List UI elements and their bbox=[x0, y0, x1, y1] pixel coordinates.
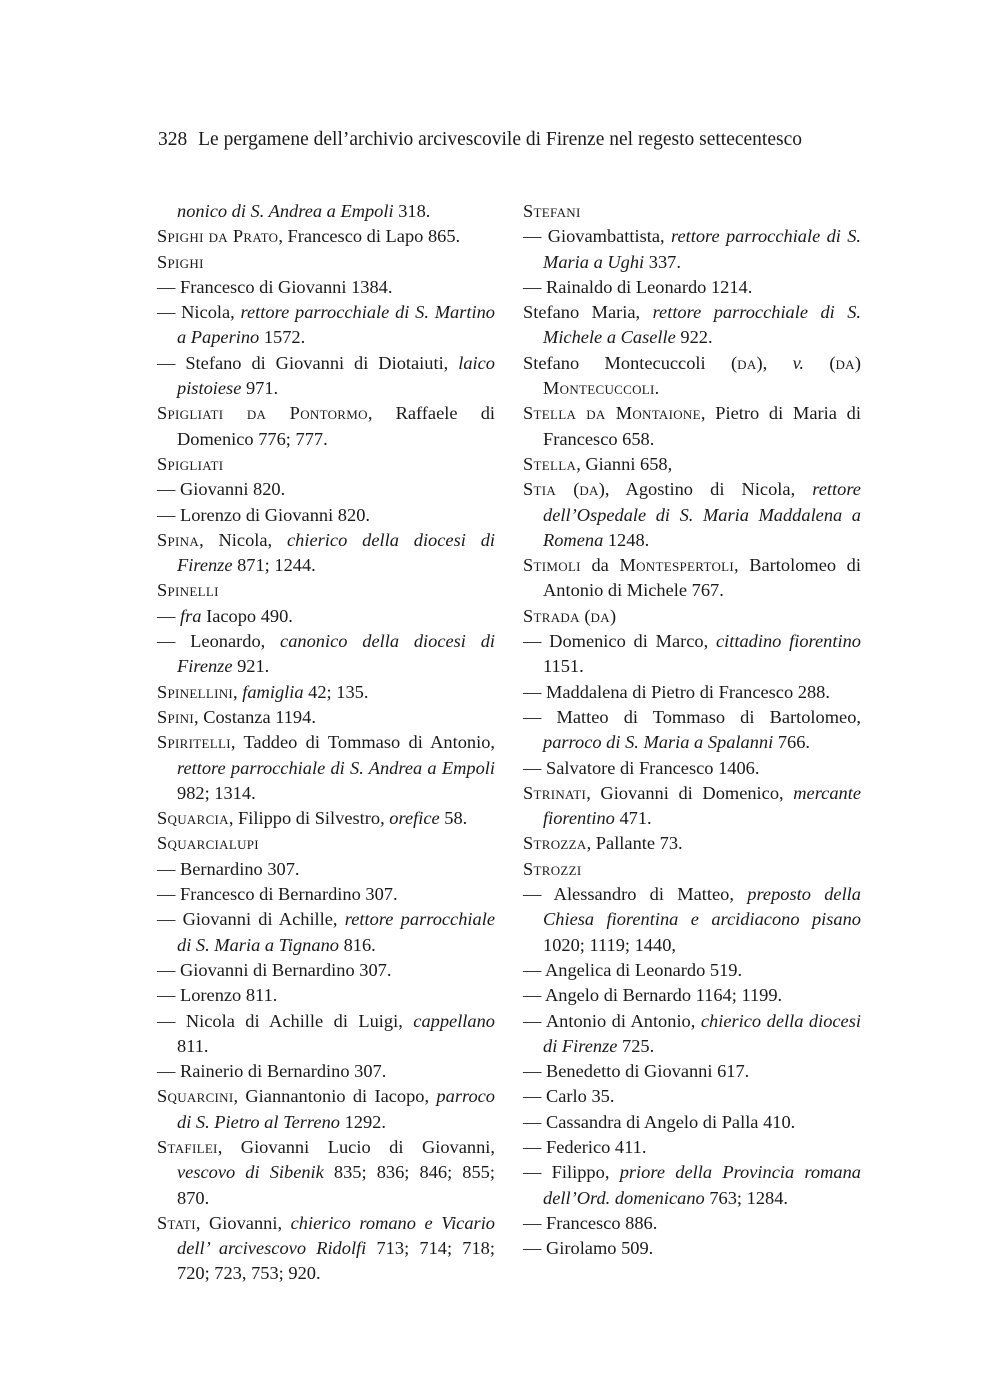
entry-qualifier: rettore parrocchiale di S. Michele a Caselle bbox=[543, 302, 861, 348]
index-entry bbox=[157, 831, 495, 856]
entry-text: da bbox=[580, 555, 620, 576]
index-entry bbox=[157, 224, 495, 249]
entry-text: 922. bbox=[675, 327, 713, 348]
entry-text: 42; 135. bbox=[303, 681, 369, 702]
index-entry bbox=[523, 958, 861, 983]
index-entry bbox=[157, 705, 495, 730]
entry-text: — bbox=[157, 605, 180, 626]
entry-qualifier: fra bbox=[180, 605, 202, 626]
entry-qualifier: orefice bbox=[389, 808, 440, 829]
entry-surname: Squarcia bbox=[157, 808, 229, 829]
entry-text: , Francesco di Lapo 865. bbox=[278, 226, 461, 247]
index-entry bbox=[523, 604, 861, 629]
entry-qualifier: rettore parrocchiale di S. Maria a Tignano bbox=[177, 909, 495, 955]
entry-qualifier: preposto della Chiesa fiorentina e arcidiacono pisano bbox=[543, 884, 861, 930]
index-entry bbox=[523, 477, 861, 553]
entry-qualifier: famiglia bbox=[242, 681, 304, 702]
entry-text: 871; 1244. bbox=[232, 555, 316, 576]
index-entry bbox=[523, 452, 861, 477]
index-column-left bbox=[157, 199, 495, 1287]
entry-surname: da bbox=[737, 352, 757, 373]
entry-text: — Nicola di Achille di Luigi, bbox=[157, 1010, 414, 1031]
entry-text: 1292. bbox=[339, 1111, 386, 1132]
entry-text: 1020; 1119; 1440, bbox=[543, 934, 676, 955]
entry-text: 725. bbox=[617, 1035, 655, 1056]
entry-text: . bbox=[654, 378, 660, 399]
entry-qualifier: nonico di S. Andrea a Empoli bbox=[177, 201, 394, 221]
entry-text: — Antonio di Antonio, bbox=[523, 1010, 701, 1031]
index-entry bbox=[157, 1009, 495, 1060]
entry-text: 921. bbox=[232, 656, 270, 677]
entry-text: ( bbox=[556, 479, 580, 500]
index-entry bbox=[523, 857, 861, 882]
entry-text: — Bernardino 307. bbox=[157, 858, 300, 879]
entry-surname: da bbox=[590, 605, 610, 626]
entry-text: 713; 714; 718; 720; 723, 753; 920. bbox=[177, 1238, 495, 1284]
entry-text: , Costanza 1194. bbox=[194, 706, 316, 727]
entry-surname: Spini bbox=[157, 706, 195, 727]
index-column-right bbox=[523, 199, 861, 1261]
entry-text: — Lorenzo 811. bbox=[157, 985, 278, 1006]
entry-surname: Spina bbox=[157, 529, 200, 550]
entry-surname: Spinelli bbox=[157, 580, 219, 601]
entry-qualifier: rettore parrocchiale di S. Andrea a Empoli bbox=[177, 757, 495, 778]
entry-text: , Giovanni di Domenico, bbox=[586, 782, 794, 803]
entry-qualifier: rettore parrocchiale di S. Maria a Ughi bbox=[543, 226, 861, 272]
index-entry bbox=[523, 224, 861, 275]
entry-text: , Pallante 73. bbox=[586, 833, 683, 854]
entry-text: Iacopo 490. bbox=[201, 605, 293, 626]
entry-qualifier: mercante fiorentino bbox=[543, 782, 861, 829]
entry-text: 1151. bbox=[543, 656, 584, 677]
index-entry bbox=[157, 199, 495, 224]
entry-surname: Strinati bbox=[523, 782, 587, 803]
entry-text: , Pietro di Maria di Francesco 658. bbox=[543, 403, 861, 449]
entry-text: — Nicola, bbox=[157, 302, 241, 323]
index-entry bbox=[157, 806, 495, 831]
index-entry bbox=[523, 1084, 861, 1109]
running-head bbox=[158, 129, 858, 151]
entry-surname: Stella da Montaione bbox=[523, 403, 701, 424]
entry-text: — Giovambattista, bbox=[523, 226, 671, 247]
entry-text: — Lorenzo di Giovanni 820. bbox=[157, 504, 370, 525]
running-title: Le pergamene dell’archivio arcivescovile di Firenze nel regesto settecentesco bbox=[198, 129, 802, 150]
entry-surname: Montecuccoli bbox=[543, 378, 655, 399]
entry-surname: Strada bbox=[523, 605, 580, 626]
page-number: 328 bbox=[158, 129, 188, 150]
entry-text: — Leonardo, bbox=[157, 631, 281, 652]
index-entry bbox=[523, 1059, 861, 1084]
index-entry bbox=[157, 275, 495, 300]
index-entry bbox=[157, 1135, 495, 1211]
index-entry bbox=[157, 730, 495, 806]
index-entry bbox=[157, 882, 495, 907]
index-entry bbox=[157, 604, 495, 629]
entry-text: ) bbox=[854, 352, 861, 373]
index-entry bbox=[523, 1211, 861, 1236]
index-entry bbox=[157, 1059, 495, 1084]
entry-qualifier: cappellano bbox=[413, 1010, 495, 1031]
index-entry bbox=[523, 882, 861, 958]
entry-text: ( bbox=[804, 352, 836, 373]
entry-text: — Angelica di Leonardo 519. bbox=[523, 959, 743, 980]
entry-surname: Squarcini bbox=[157, 1086, 234, 1107]
entry-text: , Raffaele di Domenico 776; 777. bbox=[177, 403, 496, 449]
entry-qualifier: laico pistoiese bbox=[177, 352, 495, 399]
entry-surname: Strozza bbox=[523, 833, 587, 854]
entry-text: — Giovanni di Bernardino 307. bbox=[157, 959, 392, 980]
entry-surname: Montespertoli bbox=[619, 555, 735, 576]
entry-text: — Angelo di Bernardo 1164; 1199. bbox=[523, 985, 783, 1006]
entry-text: , Taddeo di Tommaso di Antonio, bbox=[230, 732, 495, 753]
entry-qualifier: parroco di S. Pietro al Terreno bbox=[177, 1086, 495, 1132]
entry-surname: Stella bbox=[523, 453, 577, 474]
entry-text: — Salvatore di Francesco 1406. bbox=[523, 757, 760, 778]
entry-text: 1572. bbox=[259, 327, 306, 348]
index-entry bbox=[523, 351, 861, 402]
index-entry bbox=[523, 629, 861, 680]
index-entry bbox=[523, 401, 861, 452]
entry-surname: Spiritelli bbox=[157, 732, 231, 753]
entry-text: — Francesco di Giovanni 1384. bbox=[157, 276, 393, 297]
entry-surname: da bbox=[579, 479, 599, 500]
index-entry bbox=[523, 680, 861, 705]
index-entry bbox=[157, 503, 495, 528]
entry-surname: Stimoli bbox=[523, 555, 581, 576]
index-entry bbox=[157, 680, 495, 705]
entry-qualifier: parroco di S. Maria a Spalanni bbox=[543, 732, 774, 753]
entry-text: 816. bbox=[338, 934, 376, 955]
entry-qualifier: canonico della diocesi di Firenze bbox=[177, 631, 496, 677]
entry-text: — Rainaldo di Leonardo 1214. bbox=[523, 276, 753, 297]
entry-text: — Matteo di Tommaso di Bartolomeo, bbox=[523, 706, 861, 727]
entry-surname: Stati bbox=[157, 1212, 196, 1233]
entry-text: — Giovanni di Achille, bbox=[157, 909, 345, 930]
index-entry bbox=[523, 1009, 861, 1060]
index-entry bbox=[157, 250, 495, 275]
entry-qualifier: v. bbox=[792, 352, 804, 373]
entry-text: 337. bbox=[644, 251, 681, 272]
entry-surname: Strozzi bbox=[523, 858, 582, 879]
index-entry bbox=[523, 1110, 861, 1135]
entry-text: — Giovanni 820. bbox=[157, 479, 286, 500]
entry-text: Stefano Montecuccoli ( bbox=[523, 352, 738, 373]
index-entry bbox=[523, 1160, 861, 1211]
entry-text: — Girolamo 509. bbox=[523, 1238, 654, 1259]
entry-text: 318. bbox=[393, 201, 431, 221]
entry-text: , Bartolomeo di Antonio di Michele 767. bbox=[543, 555, 861, 601]
entry-surname: Spigliati bbox=[157, 453, 224, 474]
index-entry bbox=[523, 831, 861, 856]
index-entry bbox=[523, 1236, 861, 1261]
entry-text: 58. bbox=[439, 808, 468, 829]
index-entry bbox=[157, 907, 495, 958]
entry-qualifier: vescovo di Sibenik bbox=[177, 1162, 324, 1183]
index-entry bbox=[157, 300, 495, 351]
entry-qualifier: priore della Provincia romana dell’Ord. domenicano bbox=[543, 1162, 861, 1208]
entry-text: 763; 1284. bbox=[704, 1187, 789, 1208]
entry-text: — Rainerio di Bernardino 307. bbox=[157, 1061, 387, 1082]
index-entry bbox=[523, 781, 861, 832]
entry-qualifier: chierico romano e Vicario dell’ arcivescovo Ridolfi bbox=[177, 1212, 496, 1259]
entry-text: , Giovanni Lucio di Giovanni, bbox=[217, 1136, 495, 1157]
entry-text: — Alessandro di Matteo, bbox=[523, 884, 748, 905]
index-entry bbox=[523, 553, 861, 604]
entry-text: ), Agostino di Nicola, bbox=[598, 479, 813, 500]
index-entry bbox=[157, 958, 495, 983]
entry-text: 982; 1314. bbox=[177, 782, 256, 803]
entry-text: , Giovanni, bbox=[195, 1212, 291, 1233]
index-entry bbox=[157, 1084, 495, 1135]
entry-text: Stefano Maria, bbox=[523, 302, 653, 323]
index-entry bbox=[157, 1211, 495, 1287]
entry-qualifier: cittadino fiorentino bbox=[715, 631, 861, 652]
entry-text: , Giannantonio di Iacopo, bbox=[233, 1086, 437, 1107]
entry-surname: Spinellini bbox=[157, 681, 234, 702]
index-entry bbox=[523, 756, 861, 781]
index-entry bbox=[523, 705, 861, 756]
entry-surname: da bbox=[835, 352, 855, 373]
index-entry bbox=[157, 351, 495, 402]
entry-surname: Spighi da Prato bbox=[157, 226, 279, 247]
entry-qualifier: chierico della diocesi di Firenze bbox=[543, 1010, 861, 1056]
entry-qualifier: rettore dell’Ospedale di S. Maria Maddalena a Romena bbox=[543, 479, 861, 550]
entry-text: , Nicola, bbox=[199, 529, 288, 550]
entry-text: — Cassandra di Angelo di Palla 410. bbox=[523, 1111, 796, 1132]
entry-text: — Filippo, bbox=[523, 1162, 620, 1183]
entry-text: , Filippo di Silvestro, bbox=[228, 808, 390, 829]
entry-text: 766. bbox=[773, 732, 811, 753]
entry-text: , bbox=[233, 681, 243, 702]
entry-surname: Spighi bbox=[157, 251, 204, 272]
entry-text: 811. bbox=[177, 1035, 209, 1056]
entry-text: — Francesco di Bernardino 307. bbox=[157, 884, 398, 905]
entry-text: , Gianni 658, bbox=[576, 453, 673, 474]
index-entry bbox=[157, 578, 495, 603]
entry-text: — Benedetto di Giovanni 617. bbox=[523, 1061, 750, 1082]
index-entry bbox=[523, 1135, 861, 1160]
index-entry bbox=[523, 983, 861, 1008]
index-entry bbox=[523, 199, 861, 224]
entry-text: ( bbox=[579, 605, 591, 626]
entry-text: 471. bbox=[614, 808, 652, 829]
entry-text: — Stefano di Giovanni di Diotaiuti, bbox=[157, 352, 459, 373]
index-entry bbox=[157, 477, 495, 502]
index-entry bbox=[157, 528, 495, 579]
index-entry bbox=[157, 857, 495, 882]
entry-surname: Spigliati da Pontormo bbox=[157, 403, 368, 424]
entry-text: — Carlo 35. bbox=[523, 1086, 615, 1107]
entry-surname: Squarcialupi bbox=[157, 833, 259, 854]
index-entry bbox=[157, 452, 495, 477]
index-entry bbox=[523, 275, 861, 300]
entry-surname: Stafilei bbox=[157, 1136, 218, 1157]
entry-text: — Domenico di Marco, bbox=[523, 631, 716, 652]
index-entry bbox=[157, 629, 495, 680]
entry-text: ) bbox=[609, 605, 617, 626]
entry-text: 835; 836; 846; 855; 870. bbox=[177, 1162, 495, 1208]
entry-surname: Stefani bbox=[523, 201, 581, 221]
entry-text: 971. bbox=[241, 378, 279, 399]
index-entry bbox=[157, 401, 495, 452]
entry-text: — Maddalena di Pietro di Francesco 288. bbox=[523, 681, 830, 702]
entry-text: ), bbox=[756, 352, 793, 373]
index-entry bbox=[523, 300, 861, 351]
entry-surname: Stia bbox=[523, 479, 557, 500]
entry-qualifier: rettore parrocchiale di S. Martino a Paperino bbox=[177, 302, 495, 348]
entry-text: — Francesco 886. bbox=[523, 1212, 658, 1233]
index-entry bbox=[157, 983, 495, 1008]
entry-text: 1248. bbox=[603, 529, 650, 550]
entry-text: — Federico 411. bbox=[523, 1136, 647, 1157]
entry-qualifier: chierico della diocesi di Firenze bbox=[177, 529, 496, 576]
